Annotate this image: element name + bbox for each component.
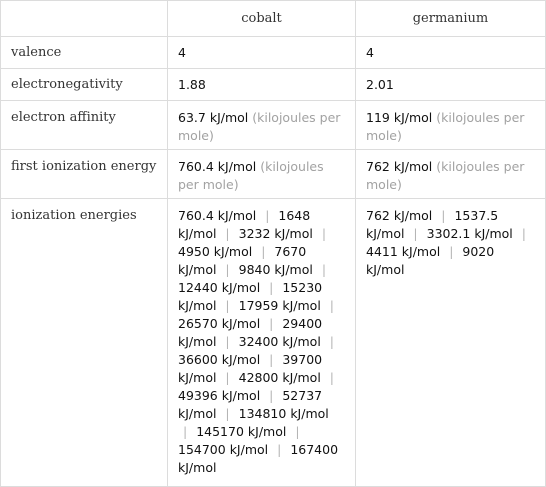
ionization-energy-value: 9840 kJ/mol: [238, 262, 313, 277]
ionization-energy-value: 26570 kJ/mol: [178, 316, 261, 331]
header-row: [1, 1, 546, 37]
table-row: [1, 69, 546, 101]
germanium-valence: 4: [356, 37, 546, 69]
unit: kJ/mol: [393, 110, 433, 125]
ionization-energy-value: 15230 kJ/mol: [178, 280, 323, 313]
value: 119: [366, 110, 390, 125]
ionization-energy-value: 3302.1 kJ/mol: [426, 226, 513, 241]
ionization-energy-value: 4950 kJ/mol: [178, 244, 253, 259]
unit-note: (kilojoules per mole): [178, 159, 324, 192]
separator: |: [225, 298, 230, 313]
ionization-energy-value: 39700 kJ/mol: [178, 352, 323, 385]
ionization-energy-value: 52737 kJ/mol: [178, 388, 323, 421]
ionization-energy-value: 1648 kJ/mol: [178, 208, 311, 241]
ionization-energy-value: 134810 kJ/mol: [238, 406, 329, 421]
value: 760.4: [178, 159, 214, 174]
separator: |: [269, 316, 274, 331]
row-label-electron-affinity: electron affinity: [1, 101, 168, 150]
ionization-energy-value: 42800 kJ/mol: [238, 370, 321, 385]
value: 63.7: [178, 110, 206, 125]
separator: |: [225, 334, 230, 349]
separator: |: [521, 226, 526, 241]
cobalt-electronegativity: 1.88: [168, 69, 356, 101]
ionization-energy-value: 49396 kJ/mol: [178, 388, 261, 403]
separator: |: [265, 208, 270, 223]
row-label-first-ionization: first ionization energy: [1, 150, 168, 199]
separator: |: [329, 334, 334, 349]
ionization-energy-value: 12440 kJ/mol: [178, 280, 261, 295]
germanium-ionization-energies: [356, 199, 546, 487]
unit: kJ/mol: [217, 159, 257, 174]
separator: |: [321, 226, 327, 241]
unit-note: (kilojoules per mole): [366, 159, 525, 192]
header-cobalt: cobalt: [168, 1, 356, 37]
row-label-electronegativity: electronegativity: [1, 69, 168, 101]
germanium-electronegativity: 2.01: [356, 69, 546, 101]
ionization-energy-value: 17959 kJ/mol: [238, 298, 321, 313]
row-label-valence: valence: [1, 37, 168, 69]
separator: |: [225, 226, 230, 241]
cobalt-first-ionization: [168, 150, 356, 199]
separator: |: [261, 244, 266, 259]
separator: |: [269, 352, 274, 367]
separator: |: [183, 424, 188, 439]
separator: |: [413, 226, 418, 241]
unit: kJ/mol: [209, 110, 249, 125]
separator: |: [277, 442, 282, 457]
separator: |: [225, 406, 230, 421]
row-label-ionization-energies: ionization energies: [1, 199, 168, 487]
ionization-energy-value: 4411 kJ/mol: [366, 244, 441, 259]
ionization-energy-value: 29400 kJ/mol: [178, 316, 323, 349]
ionization-energy-value: 154700 kJ/mol: [178, 442, 269, 457]
value: 762: [366, 159, 390, 174]
ionization-energy-value: 32400 kJ/mol: [238, 334, 321, 349]
ionization-energy-value: 7670 kJ/mol: [178, 244, 307, 277]
ionization-energy-value: 9020 kJ/mol: [366, 244, 495, 277]
ionization-energy-value: 762 kJ/mol: [366, 208, 433, 223]
header-germanium: germanium: [356, 1, 546, 37]
separator: |: [441, 208, 446, 223]
separator: |: [321, 262, 327, 277]
table-row: [1, 37, 546, 69]
unit: kJ/mol: [393, 159, 433, 174]
separator: |: [269, 280, 274, 295]
separator: |: [449, 244, 454, 259]
cobalt-ionization-energies: [168, 199, 356, 487]
ionization-energy-value: 760.4 kJ/mol: [178, 208, 257, 223]
ionization-energy-value: 145170 kJ/mol: [196, 424, 287, 439]
separator: |: [225, 262, 230, 277]
table-row: [1, 101, 546, 150]
cobalt-electron-affinity: [168, 101, 356, 150]
table-row: [1, 199, 546, 487]
unit-note: (kilojoules per mole): [366, 110, 525, 143]
ionization-energy-value: 36600 kJ/mol: [178, 352, 261, 367]
ionization-energy-value: 1537.5 kJ/mol: [366, 208, 499, 241]
unit-note: (kilojoules per mole): [178, 110, 341, 143]
separator: |: [269, 388, 274, 403]
separator: |: [295, 424, 300, 439]
cobalt-valence: 4: [168, 37, 356, 69]
separator: |: [225, 370, 230, 385]
germanium-electron-affinity: [356, 101, 546, 150]
separator: |: [329, 298, 334, 313]
header-empty-cell: [1, 1, 168, 37]
germanium-first-ionization: [356, 150, 546, 199]
ionization-energy-value: 3232 kJ/mol: [238, 226, 313, 241]
ionization-energy-value: 167400 kJ/mol: [178, 442, 339, 475]
table-row: [1, 150, 546, 199]
separator: |: [329, 370, 334, 385]
